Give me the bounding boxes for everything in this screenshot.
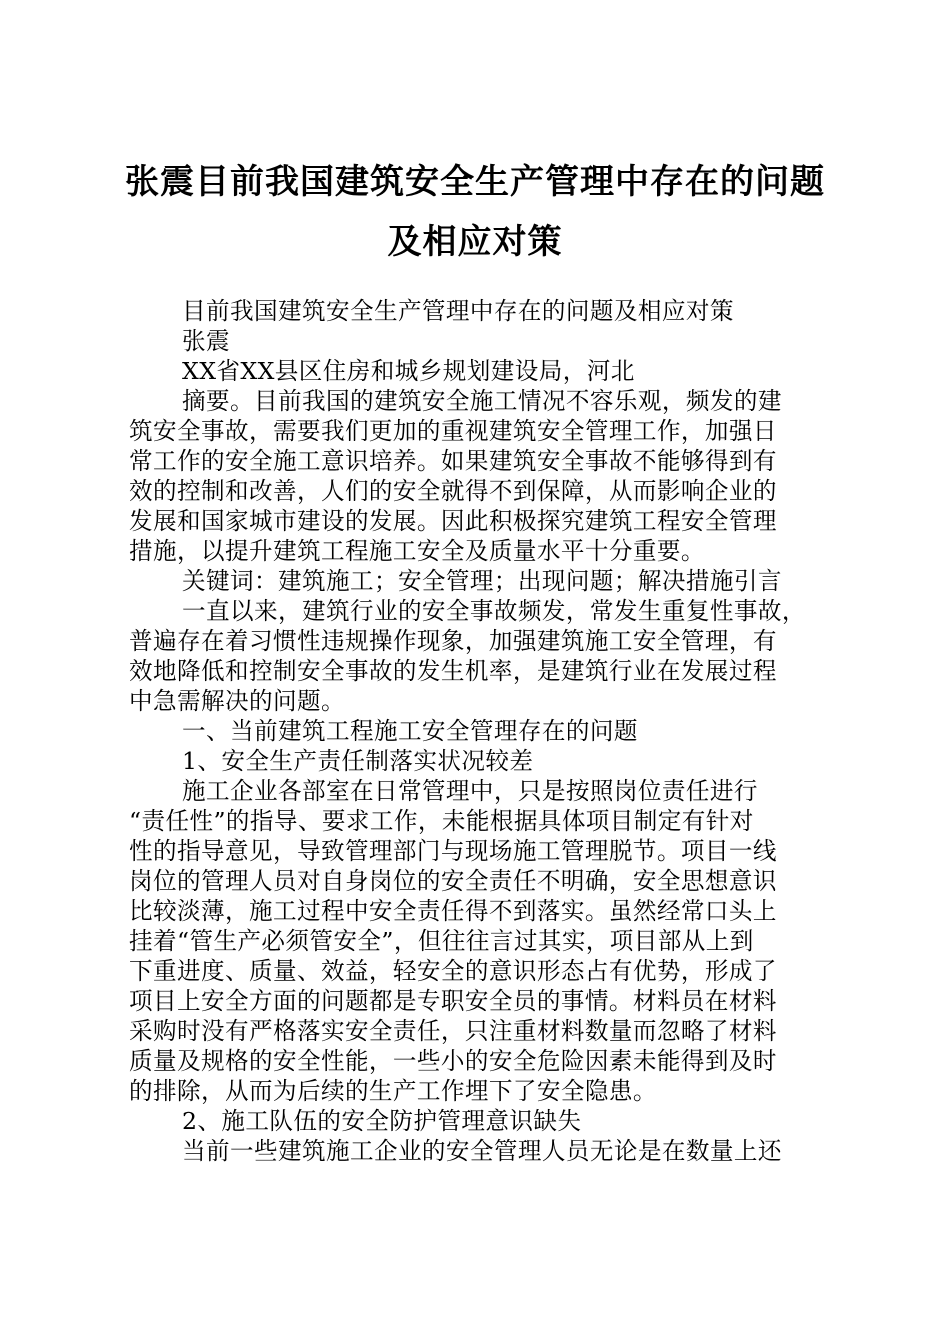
author-line: 张震 [182,327,230,355]
section-heading: 一、当前建筑工程施工安全管理存在的问题 [182,717,638,745]
paragraph-line: 的排除，从而为后续的生产工作埋下了安全隐患。 [129,1077,657,1105]
abstract-line: 摘要。目前我国的建筑安全施工情况不容乐观，频发的建 [182,387,782,415]
abstract-line: 筑安全事故，需要我们更加的重视建筑安全管理工作，加强日 [129,417,777,445]
keywords-line: 关键词：建筑施工；安全管理；出现问题；解决措施引言 [182,567,782,595]
subsection-heading: 1、安全生产责任制落实状况较差 [182,747,534,775]
paragraph-line: 质量及规格的安全性能，一些小的安全危险因素未能得到及时 [129,1047,777,1075]
paragraph-line: 下重进度、质量、效益，轻安全的意识形态占有优势，形成了 [129,957,777,985]
paragraph-line: 施工企业各部室在日常管理中，只是按照岗位责任进行 [182,777,758,805]
paragraph-line: 采购时没有严格落实安全责任，只注重材料数量而忽略了材料 [129,1017,777,1045]
paragraph-line: 效地降低和控制安全事故的发生机率，是建筑行业在发展过程 [129,657,777,685]
abstract-line: 措施，以提升建筑工程施工安全及质量水平十分重要。 [129,537,705,565]
paragraph-line: 一直以来，建筑行业的安全事故频发，常发生重复性事故， [182,597,806,625]
subsection-heading: 2、施工队伍的安全防护管理意识缺失 [182,1107,582,1135]
subtitle-line: 目前我国建筑安全生产管理中存在的问题及相应对策 [182,297,734,325]
abstract-line: 效的控制和改善，人们的安全就得不到保障，从而影响企业的 [129,477,777,505]
paragraph-line: 岗位的管理人员对自身岗位的安全责任不明确，安全思想意识 [129,867,777,895]
paragraph-line: 比较淡薄，施工过程中安全责任得不到落实。虽然经常口头上 [129,897,777,925]
document-body [129,296,839,1166]
paragraph-line: “责任性”的指导、要求工作，未能根据具体项目制定有针对 [129,807,754,835]
paragraph-line: 挂着“管生产必须管安全”，但往往言过其实，项目部从上到 [129,927,754,955]
document-title-line-2: 及相应对策 [387,222,563,262]
paragraph-line: 中急需解决的问题。 [129,687,345,715]
abstract-line: 发展和国家城市建设的发展。因此积极探究建筑工程安全管理 [129,507,777,535]
paragraph-line: 项目上安全方面的问题都是专职安全员的事情。材料员在材料 [129,987,777,1015]
paragraph-line: 性的指导意见，导致管理部门与现场施工管理脱节。项目一线 [129,837,777,865]
document-title-line-1: 张震目前我国建筑安全生产管理中存在的问题 [125,162,825,202]
paragraph-line: 当前一些建筑施工企业的安全管理人员无论是在数量上还 [182,1137,782,1165]
paragraph-line: 普遍存在着习惯性违规操作现象，加强建筑施工安全管理，有 [129,627,777,655]
affiliation-line: XX省XX县区住房和城乡规划建设局，河北 [182,357,635,385]
abstract-line: 常工作的安全施工意识培养。如果建筑安全事故不能够得到有 [129,447,777,475]
